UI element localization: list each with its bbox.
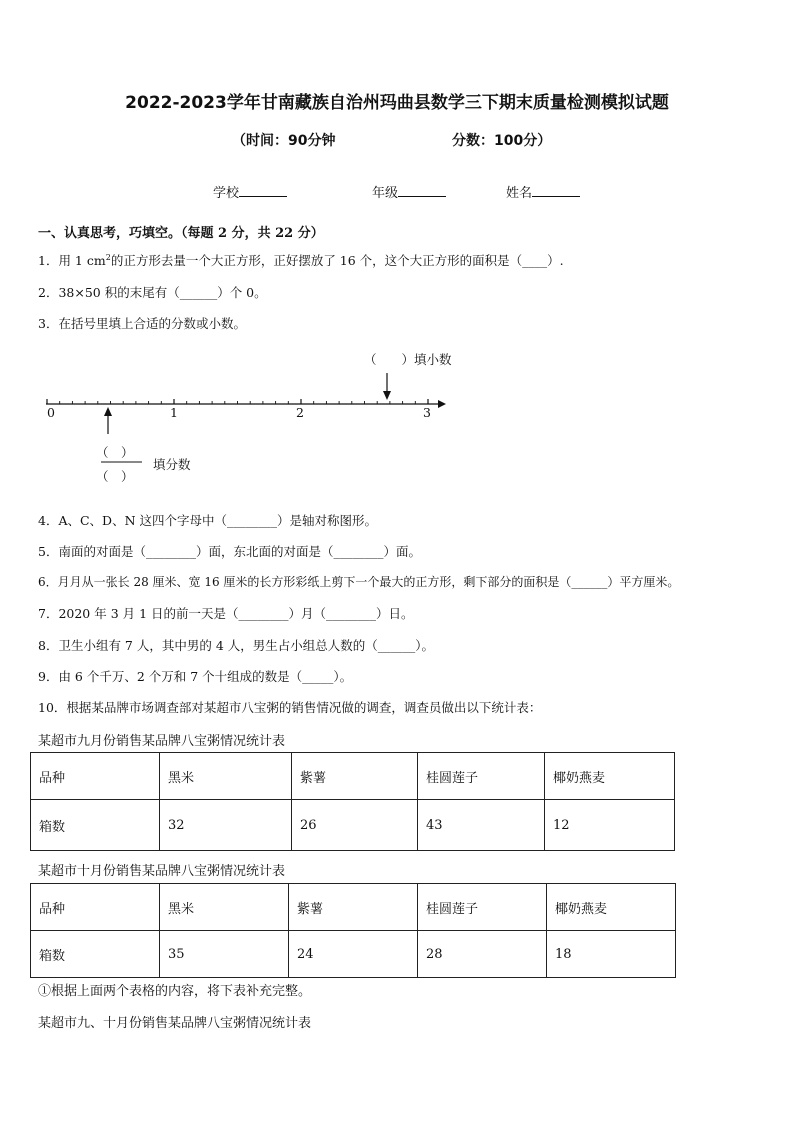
table-cell: 品种: [31, 753, 160, 800]
table-row: [31, 884, 676, 931]
sub-question-1: ①根据上面两个表格的内容，将下表补充完整。: [38, 984, 312, 999]
table-cell: 椰奶燕麦: [547, 884, 676, 931]
question-10: 10．根据某品牌市场调查部对某超市八宝粥的销售情况做的调查，调查员做出以下统计表：: [38, 700, 542, 715]
table-cell: 桂圆莲子: [418, 753, 545, 800]
table-cell: 黑米: [160, 753, 292, 800]
question-2: 2．38×50 积的末尾有（______）个 0。: [38, 285, 267, 300]
tick-label-3: 3: [423, 405, 431, 420]
score-label: 分数：100分）: [452, 133, 552, 149]
name-blank[interactable]: [532, 184, 580, 197]
table-cell: 紫薯: [289, 884, 418, 931]
table-cell: 箱数: [31, 931, 160, 978]
question-7: 7．2020 年 3 月 1 日的前一天是（________）月（________）日。: [38, 606, 414, 621]
fraction-blank-label: 填分数: [153, 457, 191, 472]
question-3: 3．在括号里填上合适的分数或小数。: [38, 316, 246, 331]
decimal-blank-label: （ ）填小数: [364, 352, 452, 367]
question-1-text-a: 1．用 1 cm: [38, 253, 106, 268]
grade-blank[interactable]: [398, 184, 446, 197]
number-line-svg: [0, 0, 794, 500]
page-title: 2022-2023学年甘南藏族自治州玛曲县数学三下期末质量检测模拟试题: [125, 93, 669, 113]
name-field: [506, 182, 580, 201]
question-5: 5．南面的对面是（________）面，东北面的对面是（________）面。: [38, 544, 421, 559]
decimal-pointer-arrowhead: [383, 391, 391, 400]
table-row: [31, 753, 675, 800]
table-cell: 黑米: [160, 884, 289, 931]
question-4: 4．A、C、D、N 这四个字母中（________）是轴对称图形。: [38, 513, 377, 528]
number-line-arrowhead: [438, 400, 446, 408]
question-6: 6．月月从一张长 28 厘米、宽 16 厘米的长方形彩纸上剪下一个最大的正方形，剩下部分的面积是（______）平方厘米。: [38, 575, 680, 589]
table-row: [31, 800, 675, 851]
table-cell: 35: [160, 931, 289, 978]
tick-label-0: 0: [47, 405, 55, 420]
table-cell: 紫薯: [292, 753, 418, 800]
table-cell: 桂圆莲子: [418, 884, 547, 931]
table-cell: 品种: [31, 884, 160, 931]
table1-caption: 某超市九月份销售某品牌八宝粥情况统计表: [38, 734, 286, 749]
table-cell: 26: [292, 800, 418, 851]
name-label: 姓名: [506, 186, 533, 201]
number-line-ticks: [47, 399, 428, 404]
table-cell: 12: [545, 800, 675, 851]
fraction-denominator-blank: （ ）: [96, 469, 134, 484]
table-cell: 32: [160, 800, 292, 851]
question-8: 8．卫生小组有 7 人，其中男的 4 人，男生占小组总人数的（______）。: [38, 638, 435, 653]
grade-field: [372, 182, 446, 201]
school-blank[interactable]: [239, 184, 287, 197]
table-cell: 椰奶燕麦: [545, 753, 675, 800]
grade-label: 年级: [372, 186, 399, 201]
question-1-text-b: 的正方形去量一个大正方形，正好摆放了 16 个，这个大正方形的面积是（____）.: [110, 253, 564, 268]
table-cell: 24: [289, 931, 418, 978]
table-cell: 43: [418, 800, 545, 851]
september-sales-table: [30, 752, 675, 851]
table-row: [31, 931, 676, 978]
october-sales-table: [30, 883, 676, 978]
fraction-numerator-blank: （ ）: [96, 445, 134, 460]
fraction-pointer-arrowhead: [104, 407, 112, 416]
section-heading: 一、认真思考，巧填空。（每题 2 分，共 22 分）: [38, 226, 324, 241]
question-1-superscript: 2: [105, 252, 111, 262]
table2-caption: 某超市十月份销售某品牌八宝粥情况统计表: [38, 864, 286, 879]
school-label: 学校: [213, 186, 240, 201]
number-line-figure: [0, 0, 794, 500]
tick-label-1: 1: [170, 405, 178, 420]
question-1: [38, 251, 564, 269]
tick-label-2: 2: [296, 405, 304, 420]
table3-caption: 某超市九、十月份销售某品牌八宝粥情况统计表: [38, 1016, 312, 1031]
table-cell: 箱数: [31, 800, 160, 851]
school-field: [213, 182, 287, 201]
time-label: （时间：90分钟: [232, 133, 336, 149]
table-cell: 28: [418, 931, 547, 978]
table-cell: 18: [547, 931, 676, 978]
question-9: 9．由 6 个千万、2 个万和 7 个十组成的数是（_____）。: [38, 669, 353, 684]
